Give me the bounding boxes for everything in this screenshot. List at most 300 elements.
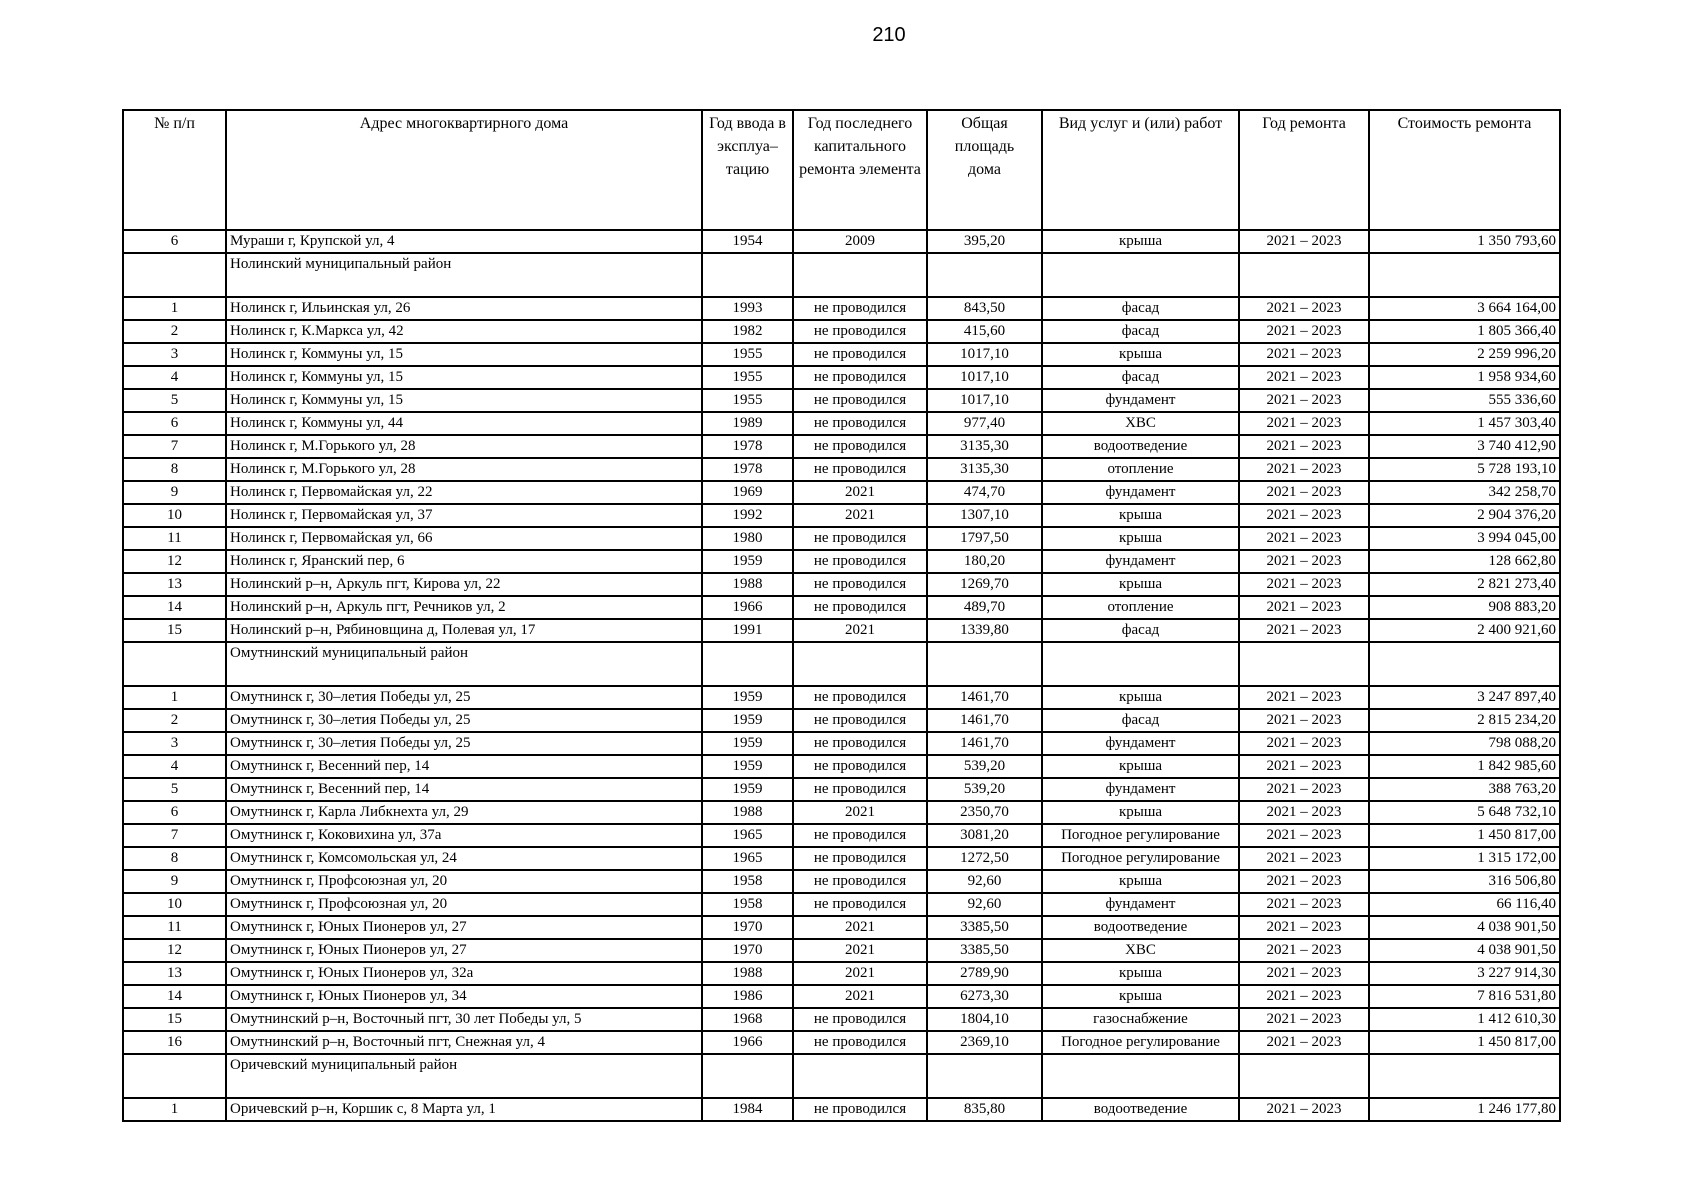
row-work-type: водоотведение [1042, 1098, 1239, 1121]
empty-cell [1239, 1054, 1369, 1098]
row-repair-year: 2021 – 2023 [1239, 596, 1369, 619]
row-repair-year: 2021 – 2023 [1239, 686, 1369, 709]
row-area: 92,60 [927, 893, 1042, 916]
table-row [123, 709, 1560, 732]
row-address: Нолинск г, Первомайская ул, 37 [226, 504, 702, 527]
row-address: Нолинск г, Коммуны ул, 15 [226, 366, 702, 389]
row-work-type: крыша [1042, 527, 1239, 550]
row-number: 3 [123, 343, 226, 366]
row-address: Нолинск г, Первомайская ул, 66 [226, 527, 702, 550]
row-repair-year: 2021 – 2023 [1239, 504, 1369, 527]
table-row [123, 504, 1560, 527]
row-repair-year: 2021 – 2023 [1239, 435, 1369, 458]
row-work-type: фундамент [1042, 893, 1239, 916]
row-number: 8 [123, 847, 226, 870]
row-work-type: водоотведение [1042, 916, 1239, 939]
row-year-built: 1969 [702, 481, 793, 504]
row-year-built: 1993 [702, 297, 793, 320]
row-number: 4 [123, 755, 226, 778]
row-area: 3135,30 [927, 435, 1042, 458]
empty-cell [702, 1054, 793, 1098]
row-area: 2369,10 [927, 1031, 1042, 1054]
table-row [123, 527, 1560, 550]
row-year-built: 1970 [702, 939, 793, 962]
row-repair-year: 2021 – 2023 [1239, 801, 1369, 824]
empty-cell [793, 1054, 927, 1098]
row-address: Нолинск г, Коммуны ул, 15 [226, 343, 702, 366]
row-cost: 342 258,70 [1369, 481, 1560, 504]
row-area: 180,20 [927, 550, 1042, 573]
row-repair-year: 2021 – 2023 [1239, 939, 1369, 962]
row-cost: 4 038 901,50 [1369, 916, 1560, 939]
row-cost: 128 662,80 [1369, 550, 1560, 573]
row-year-built: 1959 [702, 778, 793, 801]
row-number: 13 [123, 573, 226, 596]
row-cost: 3 740 412,90 [1369, 435, 1560, 458]
row-last-repair: не проводился [793, 389, 927, 412]
row-year-built: 1978 [702, 458, 793, 481]
row-last-repair: не проводился [793, 732, 927, 755]
table-row [123, 893, 1560, 916]
row-area: 843,50 [927, 297, 1042, 320]
row-year-built: 1959 [702, 709, 793, 732]
row-area: 2350,70 [927, 801, 1042, 824]
header-address: Адрес многоквартирного дома [226, 110, 702, 230]
table-row [123, 1008, 1560, 1031]
row-work-type: крыша [1042, 343, 1239, 366]
row-year-built: 1959 [702, 550, 793, 573]
row-work-type: фасад [1042, 619, 1239, 642]
row-cost: 798 088,20 [1369, 732, 1560, 755]
row-repair-year: 2021 – 2023 [1239, 527, 1369, 550]
row-repair-year: 2021 – 2023 [1239, 573, 1369, 596]
row-repair-year: 2021 – 2023 [1239, 412, 1369, 435]
row-number: 5 [123, 778, 226, 801]
row-last-repair: не проводился [793, 320, 927, 343]
row-area: 1269,70 [927, 573, 1042, 596]
row-year-built: 1992 [702, 504, 793, 527]
row-last-repair: не проводился [793, 297, 927, 320]
row-last-repair: не проводился [793, 573, 927, 596]
empty-cell [1042, 253, 1239, 297]
row-cost: 4 038 901,50 [1369, 939, 1560, 962]
row-year-built: 1966 [702, 1031, 793, 1054]
row-address: Оричевский р–н, Коршик с, 8 Марта ул, 1 [226, 1098, 702, 1121]
row-area: 3385,50 [927, 939, 1042, 962]
row-work-type: фундамент [1042, 389, 1239, 412]
row-number: 7 [123, 435, 226, 458]
row-last-repair: не проводился [793, 778, 927, 801]
empty-cell [927, 1054, 1042, 1098]
row-last-repair: не проводился [793, 686, 927, 709]
table-row [123, 435, 1560, 458]
header-work-type: Вид услуг и (или) работ [1042, 110, 1239, 230]
table-header-row [123, 110, 1560, 230]
row-last-repair: не проводился [793, 1008, 927, 1031]
row-number: 9 [123, 481, 226, 504]
empty-cell [1369, 253, 1560, 297]
table-row [123, 366, 1560, 389]
row-number: 2 [123, 709, 226, 732]
row-work-type: Погодное регулирование [1042, 824, 1239, 847]
row-year-built: 1988 [702, 573, 793, 596]
row-cost: 1 457 303,40 [1369, 412, 1560, 435]
table-row [123, 801, 1560, 824]
table-row [123, 596, 1560, 619]
table-row [123, 962, 1560, 985]
row-number: 7 [123, 824, 226, 847]
row-repair-year: 2021 – 2023 [1239, 732, 1369, 755]
row-area: 1461,70 [927, 686, 1042, 709]
row-cost: 2 815 234,20 [1369, 709, 1560, 732]
row-number: 9 [123, 870, 226, 893]
row-area: 1797,50 [927, 527, 1042, 550]
row-cost: 3 994 045,00 [1369, 527, 1560, 550]
row-last-repair: 2021 [793, 962, 927, 985]
row-cost: 2 400 921,60 [1369, 619, 1560, 642]
row-work-type: ХВС [1042, 939, 1239, 962]
table-row [123, 619, 1560, 642]
empty-cell [927, 253, 1042, 297]
row-repair-year: 2021 – 2023 [1239, 366, 1369, 389]
row-cost: 3 227 914,30 [1369, 962, 1560, 985]
row-work-type: фундамент [1042, 550, 1239, 573]
row-work-type: Погодное регулирование [1042, 1031, 1239, 1054]
table-row [123, 755, 1560, 778]
row-year-built: 1988 [702, 962, 793, 985]
row-work-type: газоснабжение [1042, 1008, 1239, 1031]
row-address: Омутнинск г, 30–летия Победы ул, 25 [226, 686, 702, 709]
row-work-type: фасад [1042, 320, 1239, 343]
row-year-built: 1970 [702, 916, 793, 939]
row-last-repair: 2021 [793, 619, 927, 642]
row-work-type: крыша [1042, 801, 1239, 824]
row-year-built: 1978 [702, 435, 793, 458]
row-year-built: 1959 [702, 732, 793, 755]
row-work-type: крыша [1042, 870, 1239, 893]
table-row [123, 686, 1560, 709]
row-area: 92,60 [927, 870, 1042, 893]
district-name: Омутнинский муниципальный район [226, 642, 702, 686]
row-area: 1017,10 [927, 366, 1042, 389]
row-repair-year: 2021 – 2023 [1239, 870, 1369, 893]
row-last-repair: не проводился [793, 1031, 927, 1054]
row-last-repair: не проводился [793, 893, 927, 916]
row-address: Омутнинск г, Карла Либкнехта ул, 29 [226, 801, 702, 824]
row-repair-year: 2021 – 2023 [1239, 343, 1369, 366]
row-year-built: 1988 [702, 801, 793, 824]
row-address: Омутнинск г, Весенний пер, 14 [226, 778, 702, 801]
row-last-repair: не проводился [793, 1098, 927, 1121]
row-number: 13 [123, 962, 226, 985]
row-area: 1339,80 [927, 619, 1042, 642]
table-row [123, 297, 1560, 320]
row-last-repair: не проводился [793, 709, 927, 732]
row-year-built: 1965 [702, 847, 793, 870]
row-area: 2789,90 [927, 962, 1042, 985]
table-body [123, 230, 1560, 1121]
row-number: 10 [123, 893, 226, 916]
table-row [123, 870, 1560, 893]
table-row [123, 320, 1560, 343]
row-cost: 5 648 732,10 [1369, 801, 1560, 824]
row-last-repair: не проводился [793, 596, 927, 619]
row-address: Омутнинск г, Профсоюзная ул, 20 [226, 893, 702, 916]
row-year-built: 1954 [702, 230, 793, 253]
district-name: Оричевский муниципальный район [226, 1054, 702, 1098]
row-cost: 1 958 934,60 [1369, 366, 1560, 389]
row-address: Нолинский р–н, Аркуль пгт, Кирова ул, 22 [226, 573, 702, 596]
row-number: 6 [123, 412, 226, 435]
row-year-built: 1955 [702, 389, 793, 412]
row-year-built: 1968 [702, 1008, 793, 1031]
row-repair-year: 2021 – 2023 [1239, 297, 1369, 320]
row-area: 977,40 [927, 412, 1042, 435]
row-repair-year: 2021 – 2023 [1239, 916, 1369, 939]
row-repair-year: 2021 – 2023 [1239, 709, 1369, 732]
row-last-repair: 2021 [793, 985, 927, 1008]
row-number: 1 [123, 297, 226, 320]
table-row [123, 847, 1560, 870]
row-number: 8 [123, 458, 226, 481]
row-number: 11 [123, 916, 226, 939]
table-row [123, 412, 1560, 435]
row-work-type: фундамент [1042, 481, 1239, 504]
row-work-type: крыша [1042, 686, 1239, 709]
row-number: 1 [123, 1098, 226, 1121]
row-address: Нолинск г, Коммуны ул, 44 [226, 412, 702, 435]
row-work-type: фасад [1042, 297, 1239, 320]
row-address: Омутнинский р–н, Восточный пгт, Снежная ул, 4 [226, 1031, 702, 1054]
row-last-repair: не проводился [793, 550, 927, 573]
row-last-repair: не проводился [793, 458, 927, 481]
row-work-type: крыша [1042, 962, 1239, 985]
row-work-type: фасад [1042, 366, 1239, 389]
empty-cell [1042, 1054, 1239, 1098]
row-area: 1804,10 [927, 1008, 1042, 1031]
row-address: Омутнинск г, Профсоюзная ул, 20 [226, 870, 702, 893]
empty-cell [1239, 253, 1369, 297]
row-area: 1461,70 [927, 709, 1042, 732]
row-area: 1017,10 [927, 389, 1042, 412]
row-repair-year: 2021 – 2023 [1239, 481, 1369, 504]
row-repair-year: 2021 – 2023 [1239, 1098, 1369, 1121]
table-row [123, 1031, 1560, 1054]
table-row [123, 573, 1560, 596]
empty-cell [1042, 642, 1239, 686]
row-number: 6 [123, 801, 226, 824]
row-address: Омутнинск г, Юных Пионеров ул, 27 [226, 939, 702, 962]
table-row [123, 458, 1560, 481]
row-number: 1 [123, 686, 226, 709]
row-cost: 1 450 817,00 [1369, 824, 1560, 847]
row-work-type: крыша [1042, 230, 1239, 253]
row-year-built: 1989 [702, 412, 793, 435]
row-number: 3 [123, 732, 226, 755]
row-number: 12 [123, 550, 226, 573]
table-row [123, 939, 1560, 962]
row-address: Омутнинск г, Комсомольская ул, 24 [226, 847, 702, 870]
row-area: 539,20 [927, 778, 1042, 801]
row-number: 12 [123, 939, 226, 962]
row-address: Омутнинск г, 30–летия Победы ул, 25 [226, 732, 702, 755]
row-number: 2 [123, 320, 226, 343]
empty-cell [793, 253, 927, 297]
row-last-repair: 2009 [793, 230, 927, 253]
row-year-built: 1980 [702, 527, 793, 550]
row-year-built: 1966 [702, 596, 793, 619]
row-year-built: 1986 [702, 985, 793, 1008]
row-repair-year: 2021 – 2023 [1239, 962, 1369, 985]
row-area: 1461,70 [927, 732, 1042, 755]
row-cost: 908 883,20 [1369, 596, 1560, 619]
row-work-type: фасад [1042, 709, 1239, 732]
row-area: 1017,10 [927, 343, 1042, 366]
table-row [123, 343, 1560, 366]
row-repair-year: 2021 – 2023 [1239, 778, 1369, 801]
row-repair-year: 2021 – 2023 [1239, 320, 1369, 343]
header-area: Общая площадь дома [927, 110, 1042, 230]
empty-cell [123, 642, 226, 686]
row-last-repair: не проводился [793, 343, 927, 366]
row-year-built: 1955 [702, 343, 793, 366]
row-work-type: водоотведение [1042, 435, 1239, 458]
row-cost: 2 904 376,20 [1369, 504, 1560, 527]
row-address: Омутнинск г, Юных Пионеров ул, 34 [226, 985, 702, 1008]
row-work-type: крыша [1042, 985, 1239, 1008]
row-cost: 1 842 985,60 [1369, 755, 1560, 778]
row-cost: 388 763,20 [1369, 778, 1560, 801]
row-last-repair: 2021 [793, 481, 927, 504]
row-cost: 66 116,40 [1369, 893, 1560, 916]
header-last-repair: Год последнего капитального ремонта элемента [793, 110, 927, 230]
empty-cell [793, 642, 927, 686]
row-work-type: фундамент [1042, 778, 1239, 801]
row-cost: 1 450 817,00 [1369, 1031, 1560, 1054]
table-row [123, 230, 1560, 253]
row-area: 6273,30 [927, 985, 1042, 1008]
row-number: 6 [123, 230, 226, 253]
row-cost: 1 246 177,80 [1369, 1098, 1560, 1121]
row-work-type: отопление [1042, 458, 1239, 481]
row-address: Омутнинск г, Юных Пионеров ул, 32а [226, 962, 702, 985]
row-cost: 1 412 610,30 [1369, 1008, 1560, 1031]
row-address: Нолинск г, Первомайская ул, 22 [226, 481, 702, 504]
row-work-type: крыша [1042, 755, 1239, 778]
row-number: 16 [123, 1031, 226, 1054]
table-row [123, 916, 1560, 939]
row-cost: 3 664 164,00 [1369, 297, 1560, 320]
row-area: 489,70 [927, 596, 1042, 619]
row-address: Нолинск г, Яранский пер, 6 [226, 550, 702, 573]
row-repair-year: 2021 – 2023 [1239, 550, 1369, 573]
empty-cell [123, 253, 226, 297]
row-cost: 1 350 793,60 [1369, 230, 1560, 253]
header-repair-year: Год ремонта [1239, 110, 1369, 230]
row-address: Нолинск г, М.Горького ул, 28 [226, 435, 702, 458]
row-last-repair: не проводился [793, 847, 927, 870]
header-cost: Стоимость ремонта [1369, 110, 1560, 230]
row-address: Нолинск г, М.Горького ул, 28 [226, 458, 702, 481]
empty-cell [1239, 642, 1369, 686]
row-number: 14 [123, 985, 226, 1008]
table-row [123, 1098, 1560, 1121]
row-repair-year: 2021 – 2023 [1239, 755, 1369, 778]
row-year-built: 1959 [702, 755, 793, 778]
row-work-type: Погодное регулирование [1042, 847, 1239, 870]
repair-registry-table [122, 109, 1561, 1122]
row-address: Нолинск г, Ильинская ул, 26 [226, 297, 702, 320]
row-area: 539,20 [927, 755, 1042, 778]
row-repair-year: 2021 – 2023 [1239, 1008, 1369, 1031]
empty-cell [123, 1054, 226, 1098]
district-name: Нолинский муниципальный район [226, 253, 702, 297]
row-area: 415,60 [927, 320, 1042, 343]
header-num: № п/п [123, 110, 226, 230]
row-year-built: 1965 [702, 824, 793, 847]
row-repair-year: 2021 – 2023 [1239, 893, 1369, 916]
row-address: Омутнинск г, Коковихина ул, 37а [226, 824, 702, 847]
row-repair-year: 2021 – 2023 [1239, 458, 1369, 481]
district-header-row [123, 1054, 1560, 1098]
row-cost: 2 821 273,40 [1369, 573, 1560, 596]
row-cost: 3 247 897,40 [1369, 686, 1560, 709]
row-year-built: 1959 [702, 686, 793, 709]
row-number: 4 [123, 366, 226, 389]
row-number: 10 [123, 504, 226, 527]
row-last-repair: не проводился [793, 824, 927, 847]
row-repair-year: 2021 – 2023 [1239, 389, 1369, 412]
row-address: Омутнинский р–н, Восточный пгт, 30 лет Победы ул, 5 [226, 1008, 702, 1031]
row-last-repair: 2021 [793, 939, 927, 962]
row-cost: 5 728 193,10 [1369, 458, 1560, 481]
row-repair-year: 2021 – 2023 [1239, 1031, 1369, 1054]
row-address: Нолинск г, Коммуны ул, 15 [226, 389, 702, 412]
row-repair-year: 2021 – 2023 [1239, 230, 1369, 253]
row-number: 11 [123, 527, 226, 550]
table-row [123, 985, 1560, 1008]
row-area: 3135,30 [927, 458, 1042, 481]
row-number: 5 [123, 389, 226, 412]
row-cost: 2 259 996,20 [1369, 343, 1560, 366]
row-last-repair: не проводился [793, 527, 927, 550]
row-work-type: крыша [1042, 573, 1239, 596]
district-header-row [123, 253, 1560, 297]
row-last-repair: не проводился [793, 435, 927, 458]
row-last-repair: не проводился [793, 755, 927, 778]
row-address: Мураши г, Крупской ул, 4 [226, 230, 702, 253]
row-year-built: 1984 [702, 1098, 793, 1121]
table-row [123, 824, 1560, 847]
empty-cell [702, 642, 793, 686]
table-row [123, 481, 1560, 504]
row-number: 15 [123, 1008, 226, 1031]
row-year-built: 1982 [702, 320, 793, 343]
row-work-type: крыша [1042, 504, 1239, 527]
empty-cell [1369, 1054, 1560, 1098]
row-address: Нолинский р–н, Рябиновщина д, Полевая ул, 17 [226, 619, 702, 642]
header-year-built: Год ввода в эксплуа–тацию [702, 110, 793, 230]
row-year-built: 1991 [702, 619, 793, 642]
row-area: 3385,50 [927, 916, 1042, 939]
row-year-built: 1958 [702, 893, 793, 916]
row-last-repair: не проводился [793, 870, 927, 893]
table-row [123, 778, 1560, 801]
row-address: Омутнинск г, Весенний пер, 14 [226, 755, 702, 778]
row-address: Нолинский р–н, Аркуль пгт, Речников ул, 2 [226, 596, 702, 619]
row-repair-year: 2021 – 2023 [1239, 847, 1369, 870]
row-address: Омутнинск г, Юных Пионеров ул, 27 [226, 916, 702, 939]
